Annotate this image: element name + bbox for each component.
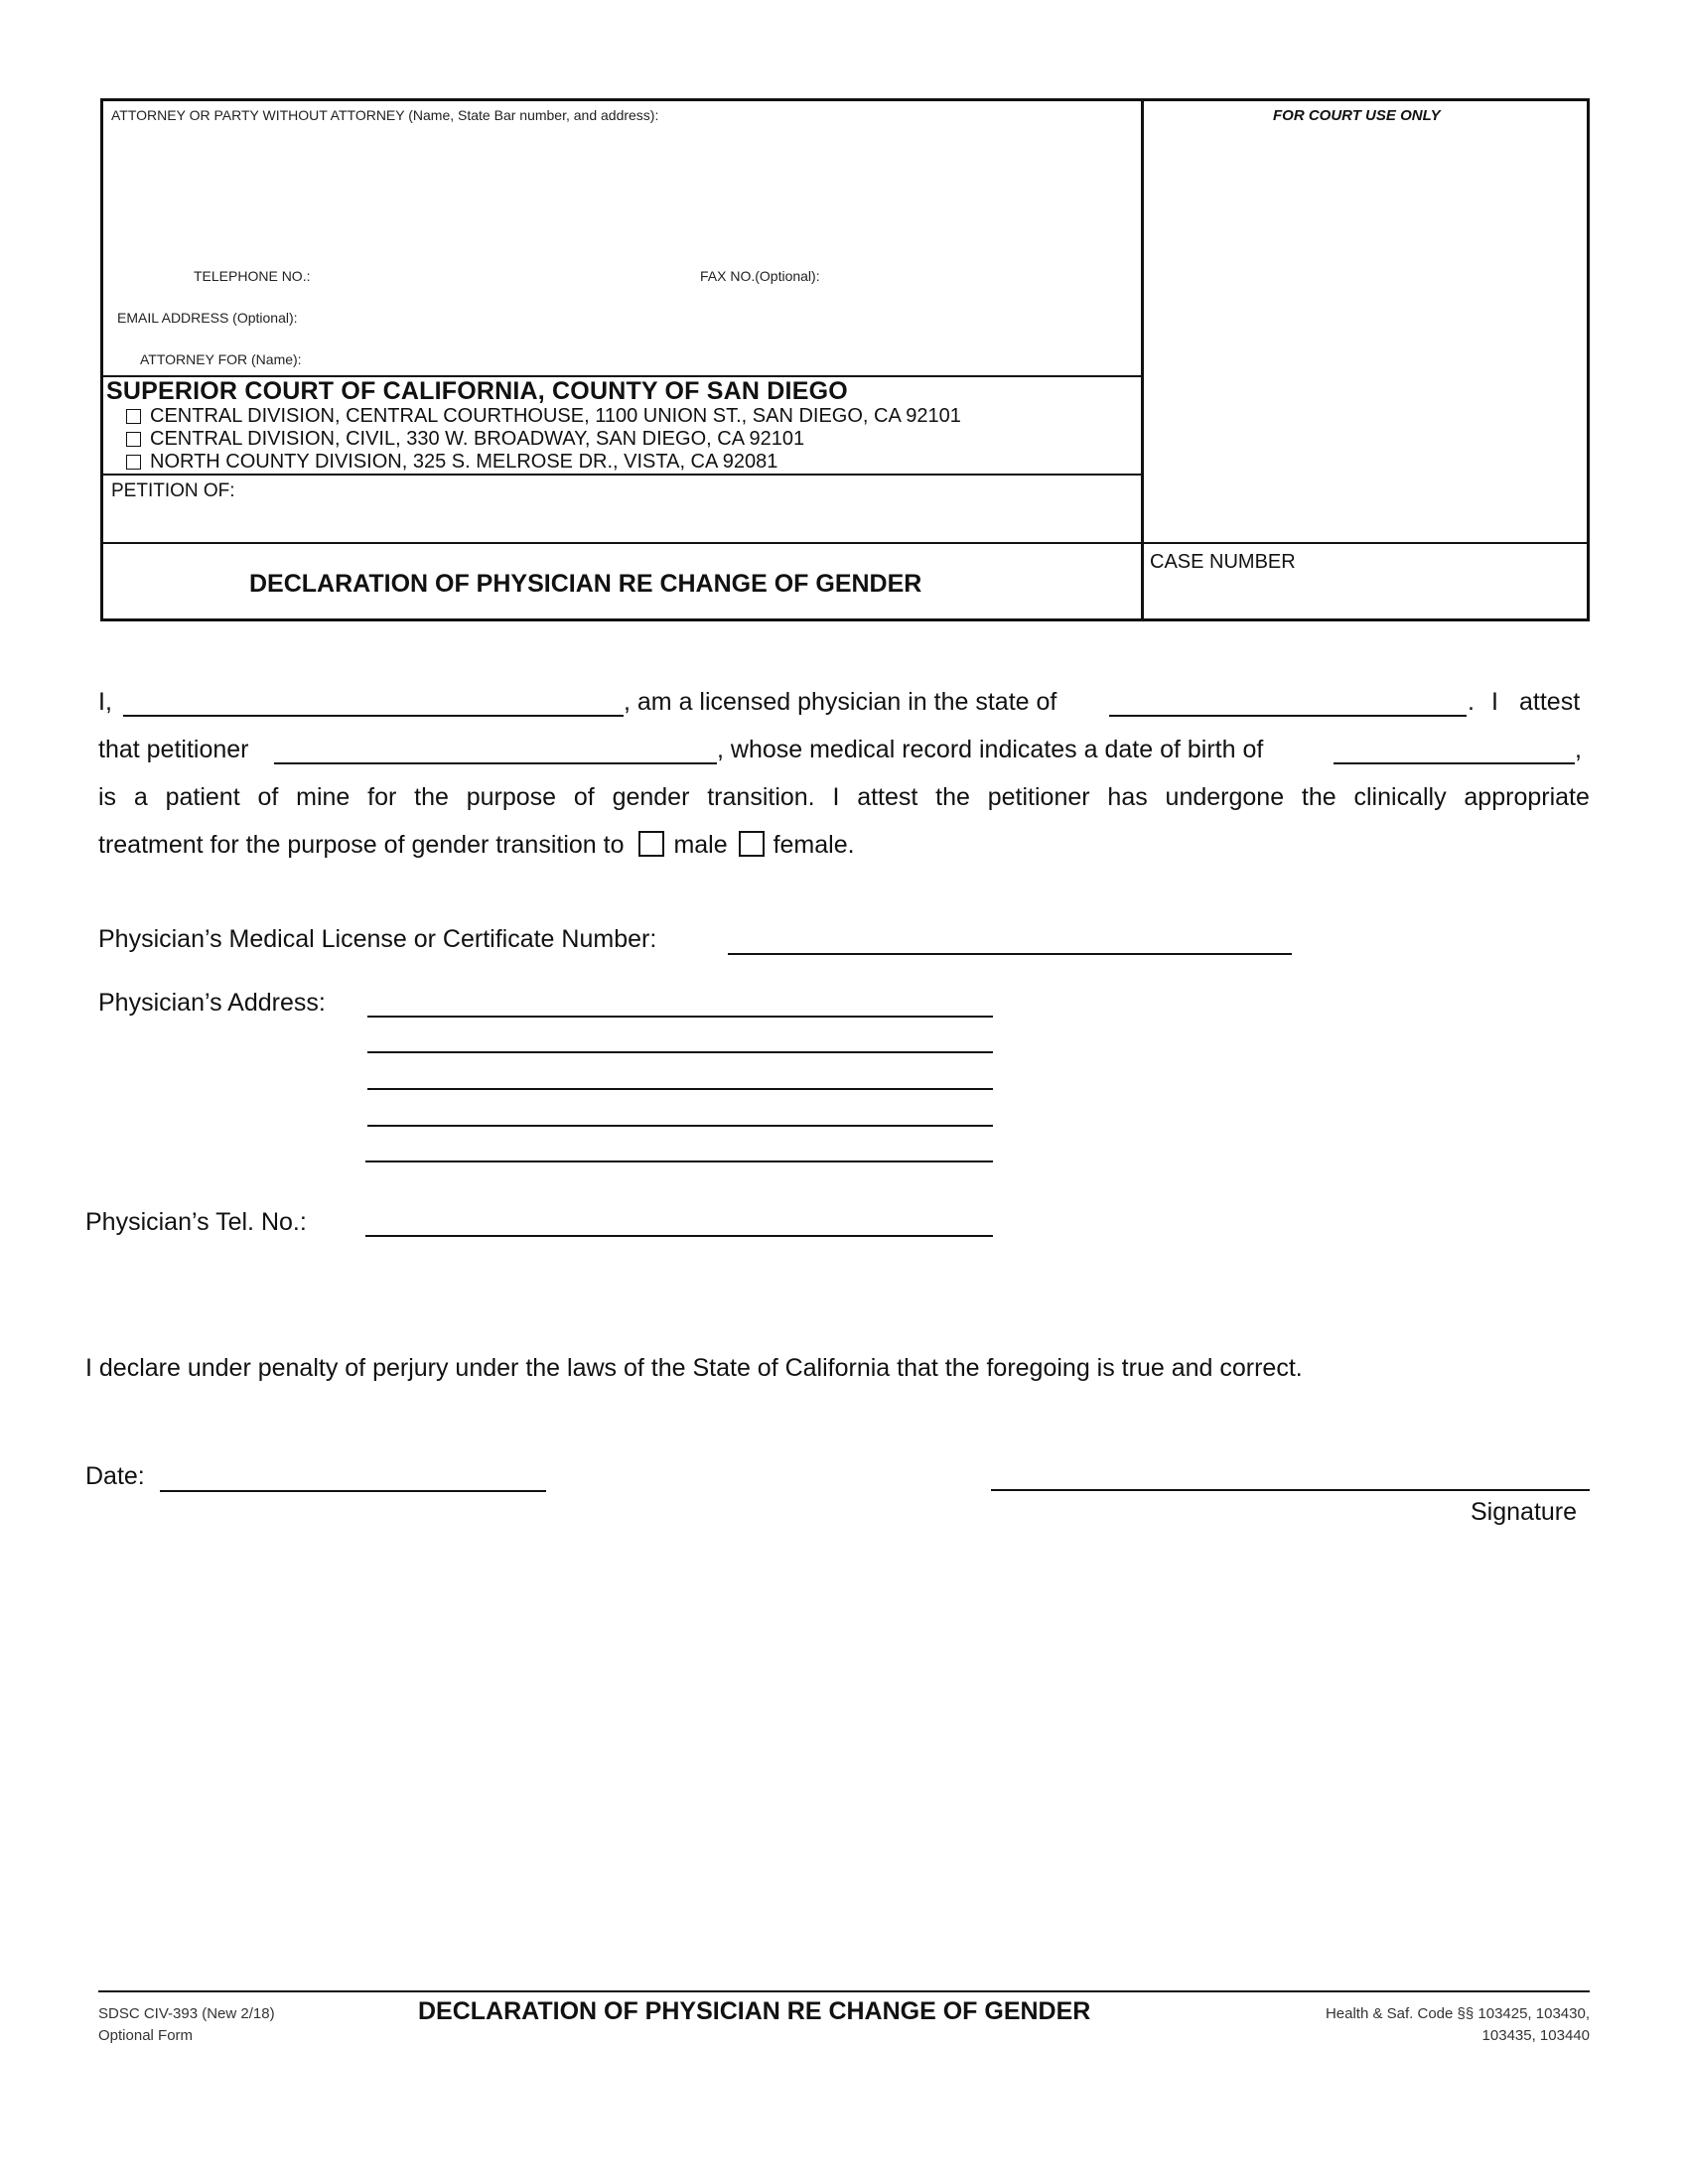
division-option-central-courthouse[interactable]	[126, 405, 961, 428]
p3-word: for	[367, 783, 397, 811]
date-field[interactable]	[160, 1490, 546, 1492]
address-line-1-field[interactable]	[367, 1016, 993, 1018]
code-line-2: 103435, 103440	[1481, 2027, 1590, 2044]
address-label: Physician’s Address:	[98, 989, 326, 1017]
footer-title: DECLARATION OF PHYSICIAN RE CHANGE OF GENDER	[418, 1997, 1091, 2025]
p3-word: the	[414, 783, 449, 811]
signature-label: Signature	[1471, 1498, 1578, 1526]
p3-word: patient	[165, 783, 240, 811]
p3-word: clinically	[1353, 783, 1447, 811]
address-line-5-field[interactable]	[365, 1160, 993, 1162]
license-number-field[interactable]	[728, 953, 1292, 955]
optional-form-label: Optional Form	[98, 2027, 194, 2044]
footer-rule	[98, 1990, 1590, 1992]
email-label: EMAIL ADDRESS (Optional):	[117, 310, 298, 326]
p1-i: I,	[98, 688, 112, 716]
p3-word: petitioner	[987, 783, 1090, 811]
state-field[interactable]	[1109, 715, 1467, 717]
p3-word: transition.	[707, 783, 815, 811]
p3-word: a	[133, 783, 148, 811]
license-label: Physician’s Medical License or Certificate Number:	[98, 925, 657, 953]
p3-word: the	[1301, 783, 1336, 811]
p3-word: gender	[612, 783, 690, 811]
code-line-1: Health & Saf. Code §§ 103425, 103430,	[1325, 2005, 1590, 2022]
p3-word: the	[935, 783, 970, 811]
p1-attest: attest	[1519, 688, 1581, 716]
division-checkbox[interactable]	[126, 432, 141, 447]
division-option-central-civil[interactable]	[126, 428, 804, 451]
male-label: male	[673, 831, 728, 859]
tel-number-field[interactable]	[365, 1235, 993, 1237]
p3-word: is	[98, 783, 117, 811]
fax-label: FAX NO.(Optional):	[700, 268, 820, 284]
date-of-birth-field[interactable]	[1334, 762, 1575, 764]
division-checkbox[interactable]	[126, 409, 141, 424]
p2-that-petitioner: that petitioner	[98, 736, 249, 763]
caption-box	[100, 98, 1590, 621]
p3-word: attest	[857, 783, 918, 811]
p3-word: of	[573, 783, 595, 811]
rule-title	[103, 542, 1590, 544]
division-option-north-county[interactable]	[126, 451, 777, 474]
p4-treatment: treatment for the purpose of gender transition to	[98, 831, 625, 859]
physician-name-field[interactable]	[123, 715, 624, 717]
declaration-text: I declare under penalty of perjury under the laws of the State of California that the foregoing is true and correct.	[85, 1354, 1303, 1382]
p3-word: purpose	[466, 783, 557, 811]
document-title: DECLARATION OF PHYSICIAN RE CHANGE OF GENDER	[249, 570, 922, 598]
address-line-4-field[interactable]	[367, 1125, 993, 1127]
p1-period: .	[1468, 688, 1475, 716]
female-checkbox[interactable]	[739, 831, 765, 857]
address-line-3-field[interactable]	[367, 1088, 993, 1090]
p2-whose: , whose medical record indicates a date of birth of	[717, 736, 1264, 763]
court-name: SUPERIOR COURT OF CALIFORNIA, COUNTY OF SAN DIEGO	[106, 377, 848, 405]
p1-i-attest: I	[1491, 688, 1498, 716]
division-label: CENTRAL DIVISION, CENTRAL COURTHOUSE, 1100 UNION ST., SAN DIEGO, CA 92101	[150, 405, 961, 427]
division-label: CENTRAL DIVISION, CIVIL, 330 W. BROADWAY, SAN DIEGO, CA 92101	[150, 428, 805, 450]
p3-word: appropriate	[1464, 783, 1590, 811]
petitioner-name-field[interactable]	[274, 762, 717, 764]
signature-field[interactable]	[991, 1489, 1590, 1491]
attorney-for-label: ATTORNEY FOR (Name):	[140, 351, 302, 367]
p2-comma: ,	[1575, 736, 1582, 763]
date-label: Date:	[85, 1462, 145, 1490]
address-line-2-field[interactable]	[367, 1051, 993, 1053]
case-number-label: CASE NUMBER	[1150, 551, 1296, 573]
male-checkbox[interactable]	[638, 831, 664, 857]
rule-petition	[103, 474, 1141, 476]
p4-line	[98, 831, 855, 860]
p3-word: I	[832, 783, 840, 811]
tel-label: Physician’s Tel. No.:	[85, 1208, 307, 1236]
division-checkbox[interactable]	[126, 455, 141, 470]
p3-word: of	[257, 783, 279, 811]
court-use-label: FOR COURT USE ONLY	[1273, 107, 1441, 124]
p1-licensed: , am a licensed physician in the state of	[624, 688, 1057, 716]
female-label: female.	[773, 831, 855, 859]
p3-word: mine	[296, 783, 351, 811]
petition-label: PETITION OF:	[111, 480, 235, 501]
division-label: NORTH COUNTY DIVISION, 325 S. MELROSE DR., VISTA, CA 92081	[150, 451, 778, 473]
p3-word: undergone	[1165, 783, 1285, 811]
attorney-label: ATTORNEY OR PARTY WITHOUT ATTORNEY (Name, State Bar number, and address):	[111, 107, 659, 123]
caption-divider	[1141, 101, 1144, 618]
telephone-label: TELEPHONE NO.:	[194, 268, 311, 284]
p3-line	[98, 783, 1590, 812]
p3-word: has	[1107, 783, 1148, 811]
form-number: SDSC CIV-393 (New 2/18)	[98, 2005, 275, 2022]
